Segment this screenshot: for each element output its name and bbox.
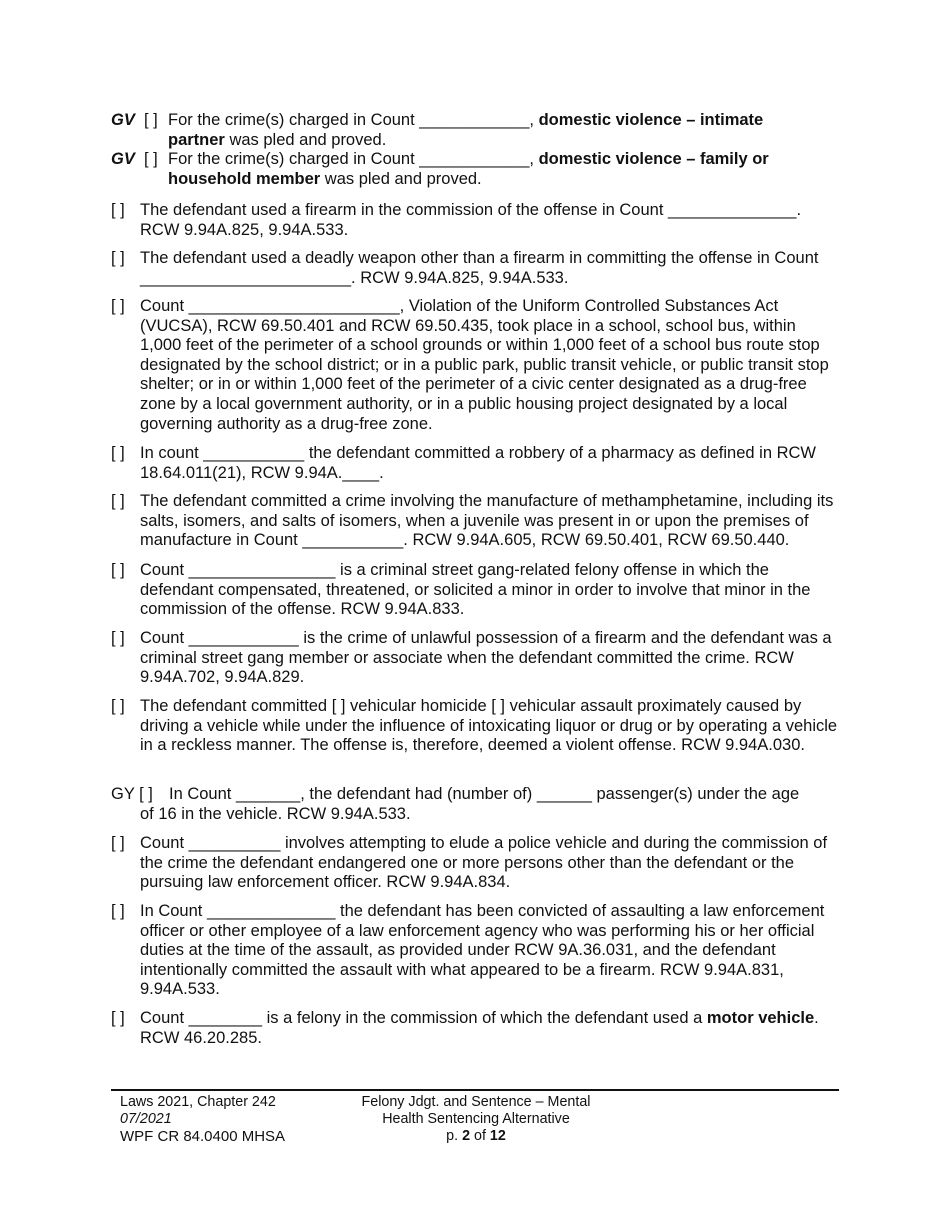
gv-intimate-partner-item: GV [ ] For the crime(s) charged in Count ____________, domestic violence – intimate partner was pled and proved.	[111, 111, 764, 149]
item-text: The defendant used a deadly weapon other than a firearm in committing the offense in Count _______________________. RCW 9.94A.825, 9.94A.533.	[140, 249, 819, 287]
gv-family-household-item: GV [ ] For the crime(s) charged in Count ____________, domestic violence – family or household member was pled and proved.	[111, 150, 769, 188]
checkbox[interactable]: [ ]	[111, 201, 125, 219]
gv-label: GV [ ]	[111, 111, 158, 129]
motor-vehicle-item	[111, 1009, 841, 1048]
item-text: Count _______________________, Violation of the Uniform Controlled Substances Act (VUCSA), RCW 69.50.401 and RCW 69.50.435, took place in a school, school bus, within 1,000 feet of the perimeter of a school grounds or within 1,000 feet of a school bus route stop designated by the school district; or in a public park, public transit vehicle, or public transit stop shelter; or in or within 1,000 feet of the perimeter of a civic center designated as a drug-free zone by a local government authority, or in a public housing project designated by a local governing authority as a drug-free zone.	[140, 297, 829, 433]
item-text: Count ________________ is a criminal street gang-related felony offense in which the defendant compensated, threatened, or solicited a minor in order to involve that minor in the commission of the offense. RCW 9.94A.833.	[140, 561, 811, 619]
checkbox[interactable]: [ ]	[111, 444, 125, 462]
checkbox[interactable]: [ ]	[111, 629, 125, 647]
footer-date: 07/2021	[120, 1111, 172, 1128]
checkbox[interactable]: [ ]	[111, 697, 125, 715]
gy-checkbox[interactable]: GY [ ]	[111, 785, 153, 803]
elude-item	[111, 834, 841, 893]
methamphetamine-item	[111, 492, 841, 551]
gang-firearm-item	[111, 629, 841, 688]
footer-center	[345, 1094, 607, 1146]
item-text-line1: In Count _______, the defendant had (number of) ______ passenger(s) under the age	[169, 785, 800, 803]
checkbox[interactable]: [ ]	[144, 111, 158, 129]
item-text: The defendant used a firearm in the commission of the offense in Count ______________. RCW 9.94A.825, 9.94A.533.	[140, 201, 802, 239]
gang-minor-item	[111, 561, 841, 620]
checkbox[interactable]: [ ]	[111, 297, 125, 315]
footer-left	[120, 1094, 285, 1146]
pharmacy-robbery-item	[111, 444, 841, 483]
item-text-line2: of 16 in the vehicle. RCW 9.94A.533.	[140, 805, 411, 823]
checkbox[interactable]: [ ]	[144, 150, 158, 168]
page-number: p. 2 of 12	[446, 1128, 506, 1145]
item-text: The defendant committed a crime involving the manufacture of methamphetamine, including its salts, isomers, and salts of isomers, when a juvenile was present in or upon the premises of manufacture in Count ___________. RCW 9.94A.605, RCW 69.50.401, RCW 69.50.440.	[140, 492, 834, 550]
checkbox[interactable]: [ ]	[111, 249, 125, 267]
footer-form-number: WPF CR 84.0400 MHSA	[120, 1128, 286, 1146]
gv-label: GV [ ]	[111, 150, 158, 168]
footer-form-title: Felony Jdgt. and Sentence – Mental	[361, 1094, 591, 1110]
item-text: Count __________ involves attempting to elude a police vehicle and during the commission of the crime the defendant endangered one or more persons other than the defendant or the pursuing law enforcement officer. RCW 9.94A.834.	[140, 834, 828, 892]
item-text: In count ___________ the defendant committed a robbery of a pharmacy as defined in RCW 18.64.011(21), RCW 9.94A.____.	[140, 444, 817, 482]
checkbox[interactable]: [ ]	[111, 492, 125, 510]
footer-divider	[111, 1089, 839, 1091]
vucsa-item	[111, 297, 841, 434]
deadly-weapon-item	[111, 249, 841, 288]
vehicular-item	[111, 697, 841, 756]
footer-law-citation: Laws 2021, Chapter 242	[120, 1094, 276, 1110]
firearm-item	[111, 201, 841, 240]
item-text: The defendant committed [ ] vehicular homicide [ ] vehicular assault proximately caused by driving a vehicle while under the influence of intoxicating liquor or drug or by operating a vehicle in a reckless manner. The offense is, therefore, deemed a violent offense. RCW 9.94A.030.	[140, 697, 838, 755]
passengers-item	[111, 785, 841, 825]
item-text: Count ____________ is the crime of unlawful possession of a firearm and the defendant was a criminal street gang member or associate when the defendant committed the crime. RCW 9.94A.702, 9.94A.829.	[140, 629, 832, 687]
item-text: In Count ______________ the defendant has been convicted of assaulting a law enforcement officer or other employee of a law enforcement agency who was performing his or her official duties at the time of the assault, as provided under RCW 9A.36.031, and the defendant intentionally committed the assault with what appeared to be a firearm. RCW 9.94A.831, 9.94A.533.	[140, 902, 825, 999]
item-text: Count ________ is a felony in the commission of which the defendant used a motor vehicle. RCW 46.20.285.	[140, 1009, 819, 1047]
checkbox[interactable]: [ ]	[111, 1009, 125, 1027]
checkbox[interactable]: [ ]	[111, 834, 125, 852]
footer-form-subtitle: Health Sentencing Alternative	[382, 1111, 570, 1128]
assault-officer-item	[111, 902, 841, 1000]
checkbox[interactable]: [ ]	[111, 561, 125, 579]
checkbox[interactable]: [ ]	[111, 902, 125, 920]
